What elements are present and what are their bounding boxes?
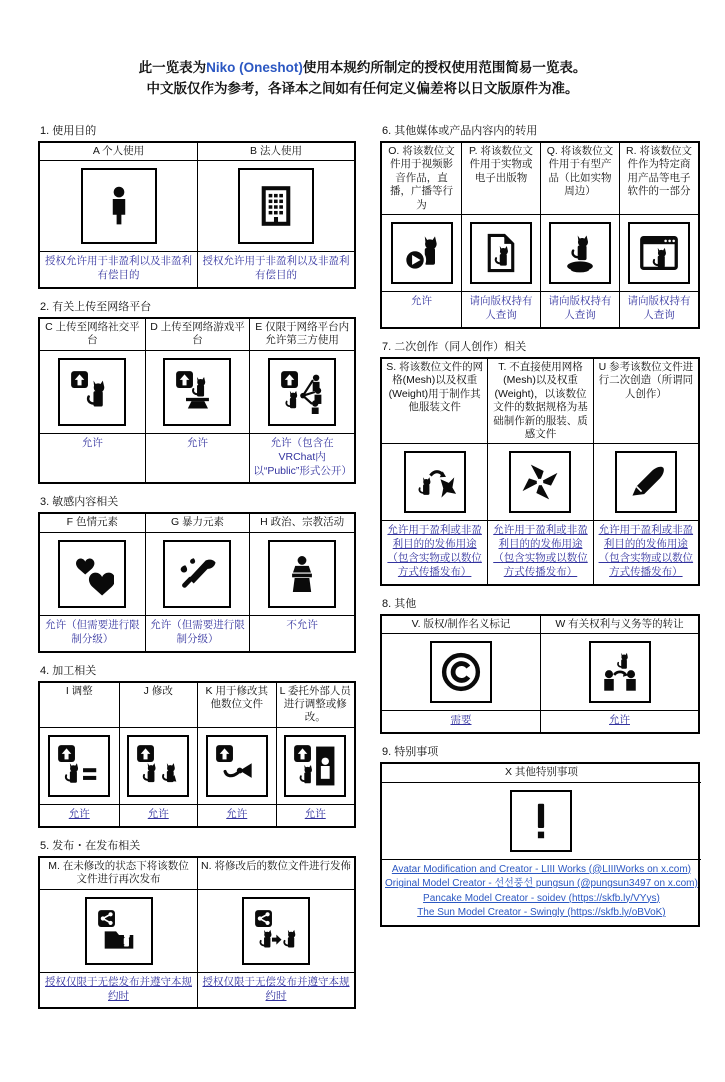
permission-status: 允许 [145, 433, 250, 483]
section-8 [380, 595, 700, 734]
video-play-icon [391, 222, 453, 284]
permission-status: 请向版权持有人查询 [540, 291, 619, 327]
title-line1-prefix: 此一览表为 [138, 60, 207, 75]
section-2 [38, 298, 356, 484]
permission-status: 请向版权持有人查询 [619, 291, 698, 327]
pen-icon [615, 451, 677, 513]
permission-status: 允许（包含在VRChat内以“Public”形式公开） [249, 433, 354, 483]
cell-header: O. 将该数位文件用于视频影音作品，直播，广播等行为 [382, 143, 461, 215]
title-line1-suffix: 使用本规约所制定的授权使用范围简易一览表。 [302, 60, 587, 75]
section-heading: 4. 加工相关 [40, 664, 97, 677]
permission-table [380, 762, 700, 926]
section-heading: 1. 使用目的 [40, 124, 97, 137]
section-7 [380, 338, 700, 586]
icon-cell [197, 161, 354, 251]
cell-header: M. 在未修改的状态下将该数位文件进行再次发布 [40, 858, 197, 890]
section-9 [380, 743, 700, 926]
cell-header: N. 将修改后的数位文件进行发佈 [197, 858, 354, 890]
permission-status: 允许 [197, 804, 276, 826]
permission-table [380, 141, 700, 329]
permission-status: 允许 [276, 804, 355, 826]
permission-status: 请向版权持有人查询 [461, 291, 540, 327]
icon-cell [487, 444, 592, 520]
cell-header: F 色情元素 [40, 514, 145, 532]
permission-status: 授权允许用于非盈利以及非盈利有偿目的 [197, 251, 354, 287]
section-heading: 6. 其他媒体或产品内容内的转用 [382, 124, 538, 137]
permission-status: 允许用于盈利或非盈利目的的发佈用途（包含实物或以数位方式传播发布） [382, 520, 487, 583]
section-3 [38, 493, 356, 652]
icon-cell [40, 161, 197, 251]
credit-link[interactable]: Original Model Creator - 선선풍선 pungsun (@pungsun3497 on x.com) [385, 878, 698, 890]
cell-header: T. 不直接使用网格(Mesh)以及权重(Weight)，以该数位文件的数据规格为基础制作新的服装、质感文件 [487, 359, 592, 445]
cell-header: W 有关权利与义务等的转让 [540, 616, 698, 634]
permission-status: 允许用于盈利或非盈利目的的发佈用途（包含实物或以数位方式传播发布） [487, 520, 592, 583]
cell-header: S. 将该数位文件的网格(Mesh)以及权重(Weight)用于制作其他服装文件 [382, 359, 487, 445]
icon-cell [40, 728, 119, 804]
cell-header: G 暴力元素 [145, 514, 250, 532]
icon-cell [382, 444, 487, 520]
permission-status: 允许（但需要进行限制分级） [145, 615, 250, 651]
permission-status: 允许 [382, 291, 461, 327]
modify-other-file-icon [206, 735, 268, 797]
permission-status [382, 859, 701, 925]
adjust-equal-icon [48, 735, 110, 797]
credit-link[interactable]: The Sun Model Creator - Swingly (https://skfb.ly/oBVoK) [417, 907, 666, 919]
left-column [38, 122, 356, 1019]
permission-status: 允许 [40, 433, 145, 483]
icon-cell [119, 728, 198, 804]
icon-cell [461, 215, 540, 291]
title-line2: 中文版仅作为参考，各译本之间如有任何定义偏差将以日文版原件为准。 [146, 80, 579, 96]
icon-cell [40, 533, 145, 615]
figurine-icon [549, 222, 611, 284]
section-1 [38, 122, 356, 289]
section-4 [38, 662, 356, 828]
software-window-icon [628, 222, 690, 284]
knife-icon [163, 540, 231, 608]
redistribute-icon [85, 897, 153, 965]
permission-status: 授权仅限于无偿发布并遵守本规约时 [197, 972, 354, 1008]
building-icon [238, 168, 314, 244]
publication-icon [470, 222, 532, 284]
icon-cell [249, 351, 354, 433]
page-title [0, 58, 725, 100]
cell-header: X 其他特别事项 [382, 764, 701, 782]
icon-cell [40, 351, 145, 433]
section-heading: 2. 有关上传至网络平台 [40, 301, 152, 313]
permission-status: 需要 [382, 710, 540, 732]
icon-cell [276, 728, 355, 804]
section-5 [38, 837, 356, 1010]
modify-icon [127, 735, 189, 797]
right-column [380, 122, 700, 936]
section-heading: 3. 敏感内容相关 [40, 496, 119, 509]
upload-share-icon [268, 358, 336, 426]
upload-avatar-icon [58, 358, 126, 426]
permission-status: 允许用于盈利或非盈利目的的发佈用途（包含实物或以数位方式传播发布） [593, 520, 698, 583]
exclamation-icon [510, 790, 572, 852]
permission-table [38, 512, 356, 652]
copyright-icon [430, 641, 492, 703]
title-line1 [0, 58, 725, 79]
permission-table [38, 681, 356, 828]
model-name-link[interactable]: Niko (Oneshot) [206, 60, 303, 75]
cell-header: D 上传至网络游戏平台 [145, 319, 250, 351]
icon-cell [593, 444, 698, 520]
cell-header: L 委托外部人员进行调整或修改。 [276, 683, 355, 728]
outsource-icon [284, 735, 346, 797]
icon-cell [382, 215, 461, 291]
section-heading: 5. 发布・在发布相关 [40, 839, 141, 852]
permission-status: 允许 [540, 710, 698, 732]
cell-header: H 政治、宗教活动 [249, 514, 354, 532]
section-heading: 9. 特别事项 [382, 746, 439, 759]
icon-cell [145, 533, 250, 615]
icon-cell [197, 728, 276, 804]
person-icon [81, 168, 157, 244]
cell-header: V. 版权/制作名义标记 [382, 616, 540, 634]
icon-cell [382, 783, 701, 859]
section-heading: 7. 二次创作（同人创作）相关 [382, 340, 527, 353]
cell-header: U 参考该数位文件进行二次创造（所谓同人创作） [593, 359, 698, 445]
permission-table [38, 856, 356, 1010]
icon-cell [619, 215, 698, 291]
cell-header: E 仅限于网络平台内允许第三方使用 [249, 319, 354, 351]
cell-header: Q. 将该数位文件用于有型产品（比如实物周边） [540, 143, 619, 215]
icon-cell [197, 890, 354, 972]
permission-status: 允许（但需要进行限制分级） [40, 615, 145, 651]
table-columns [0, 122, 725, 1019]
transfer-icon [589, 641, 651, 703]
cell-header: A 个人使用 [40, 143, 197, 161]
cell-header: B 法人使用 [197, 143, 354, 161]
permission-status: 不允许 [249, 615, 354, 651]
cell-header: P. 将该数位文件用于实物或电子出版物 [461, 143, 540, 215]
permission-status: 授权仅限于无偿发布并遵守本规约时 [40, 972, 197, 1008]
permission-table [380, 357, 700, 586]
section-heading: 8. 其他 [382, 597, 417, 610]
icon-cell [249, 533, 354, 615]
cell-header: R. 将该数位文件作为特定商用产品等电子软件的一部分 [619, 143, 698, 215]
cell-header: K 用于修改其他数位文件 [197, 683, 276, 728]
podium-speech-icon [268, 540, 336, 608]
permission-table [38, 141, 356, 289]
cell-header: J 修改 [119, 683, 198, 728]
icon-cell [540, 634, 698, 710]
hearts-icon [58, 540, 126, 608]
permission-table [38, 317, 356, 484]
permission-status: 允许 [40, 804, 119, 826]
section-6 [380, 122, 700, 329]
permission-status: 允许 [119, 804, 198, 826]
icon-cell [382, 634, 540, 710]
mesh-clothing-icon [404, 451, 466, 513]
new-clothing-icon [509, 451, 571, 513]
upload-game-icon [163, 358, 231, 426]
icon-cell [40, 890, 197, 972]
cell-header: I 调整 [40, 683, 119, 728]
credit-link[interactable]: Pancake Model Creator - soidev (https://skfb.ly/VYys) [423, 892, 660, 904]
permission-status: 授权允许用于非盈利以及非盈利有偿目的 [40, 251, 197, 287]
redistribute-modified-icon [242, 897, 310, 965]
icon-cell [540, 215, 619, 291]
permission-table [380, 614, 700, 734]
credit-link[interactable]: Avatar Modification and Creator - LIII Works (@LIIIWorks on x.com) [391, 863, 691, 875]
icon-cell [145, 351, 250, 433]
cell-header: C 上传至网络社交平台 [40, 319, 145, 351]
